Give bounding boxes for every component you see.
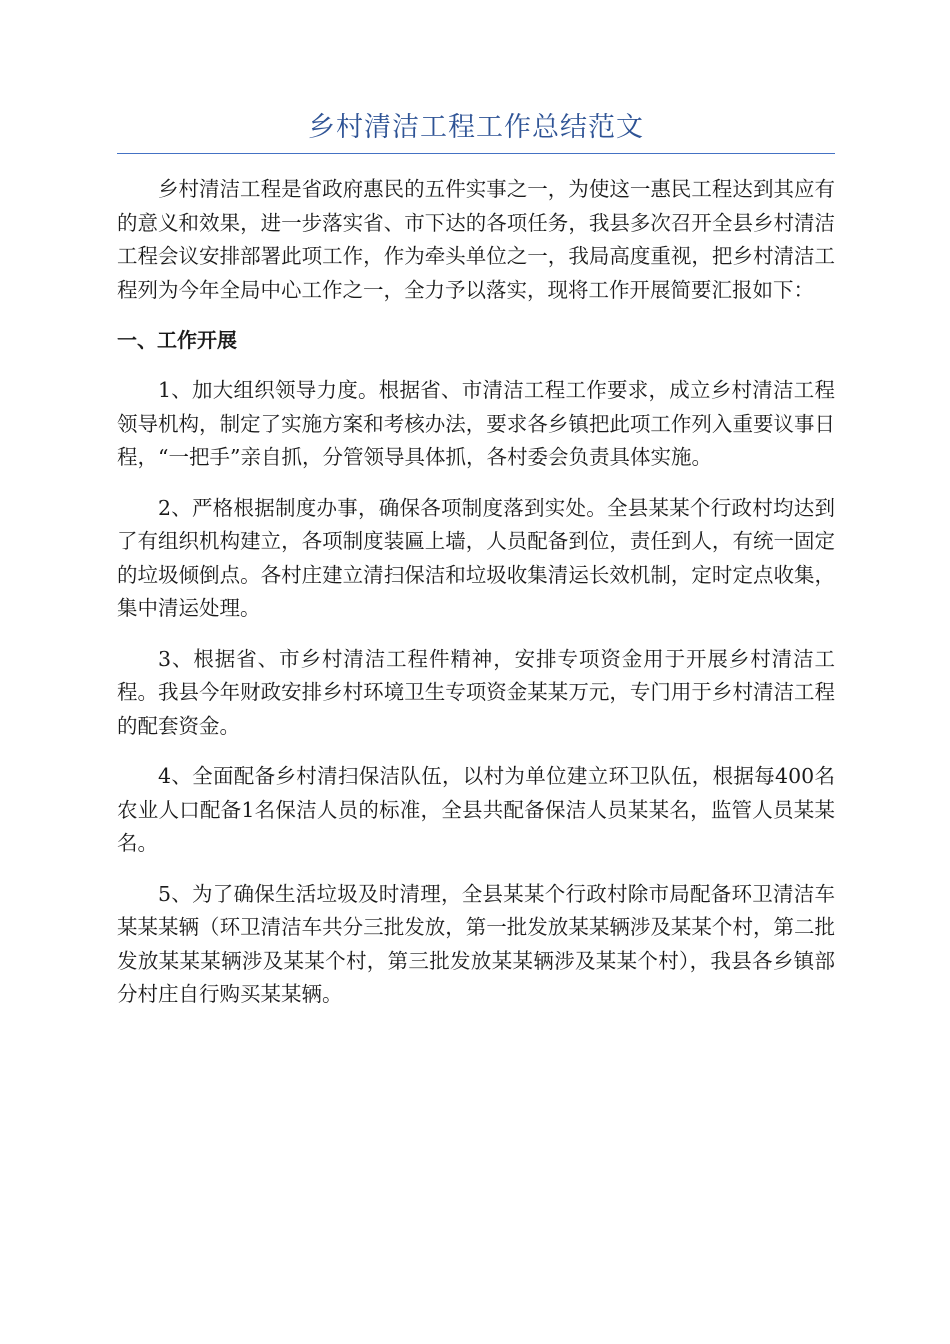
item-paragraph-2: 2、严格根据制度办事，确保各项制度落到实处。全县某某个行政村均达到了有组织机构建立，各项制度装匾上墙，人员配备到位，责任到人，有统一固定的垃圾倾倒点。各村庄建立清扫保洁和垃圾收集清运长效机制，定时定点收集，集中清运处理。 xyxy=(117,495,835,620)
item-paragraph-5: 5、为了确保生活垃圾及时清理，全县某某个行政村除市局配备环卫清洁车某某某辆（环卫清洁车共分三批发放，第一批发放某某辆涉及某某个村，第二批发放某某某辆涉及某某个村，第三批发放某某辆涉及某某个村），我县各乡镇部分村庄自行购买某某辆。 xyxy=(117,881,835,1006)
item-paragraph-3: 3、根据省、市乡村清洁工程件精神，安排专项资金用于开展乡村清洁工程。我县今年财政安排乡村环境卫生专项资金某某万元，专门用于乡村清洁工程的配套资金。 xyxy=(117,646,835,738)
title-underline xyxy=(117,153,835,154)
intro-paragraph: 乡村清洁工程是省政府惠民的五件实事之一，为使这一惠民工程达到其应有的意义和效果，进一步落实省、市下达的各项任务，我县多次召开全县乡村清洁工程会议安排部署此项工作，作为牵头单位之一，我局高度重视，把乡村清洁工程列为今年全局中心工作之一，全力予以落实，现将工作开展简要汇报如下： xyxy=(117,177,835,302)
item-paragraph-1: 1、加大组织领导力度。根据省、市清洁工程工作要求，成立乡村清洁工程领导机构，制定了实施方案和考核办法，要求各乡镇把此项工作列入重要议事日程，“一把手”亲自抓，分管领导具体抓，各村委会负责具体实施。 xyxy=(117,378,835,469)
document-page xyxy=(117,108,835,1012)
document-title: 乡村清洁工程工作总结范文 xyxy=(308,112,644,143)
item-paragraph-4: 4、全面配备乡村清扫保洁队伍，以村为单位建立环卫队伍，根据每400名农业人口配备1名保洁人员的标准，全县共配备保洁人员某某名，监管人员某某名。 xyxy=(117,764,835,855)
section-heading: 一、工作开展 xyxy=(117,328,237,352)
